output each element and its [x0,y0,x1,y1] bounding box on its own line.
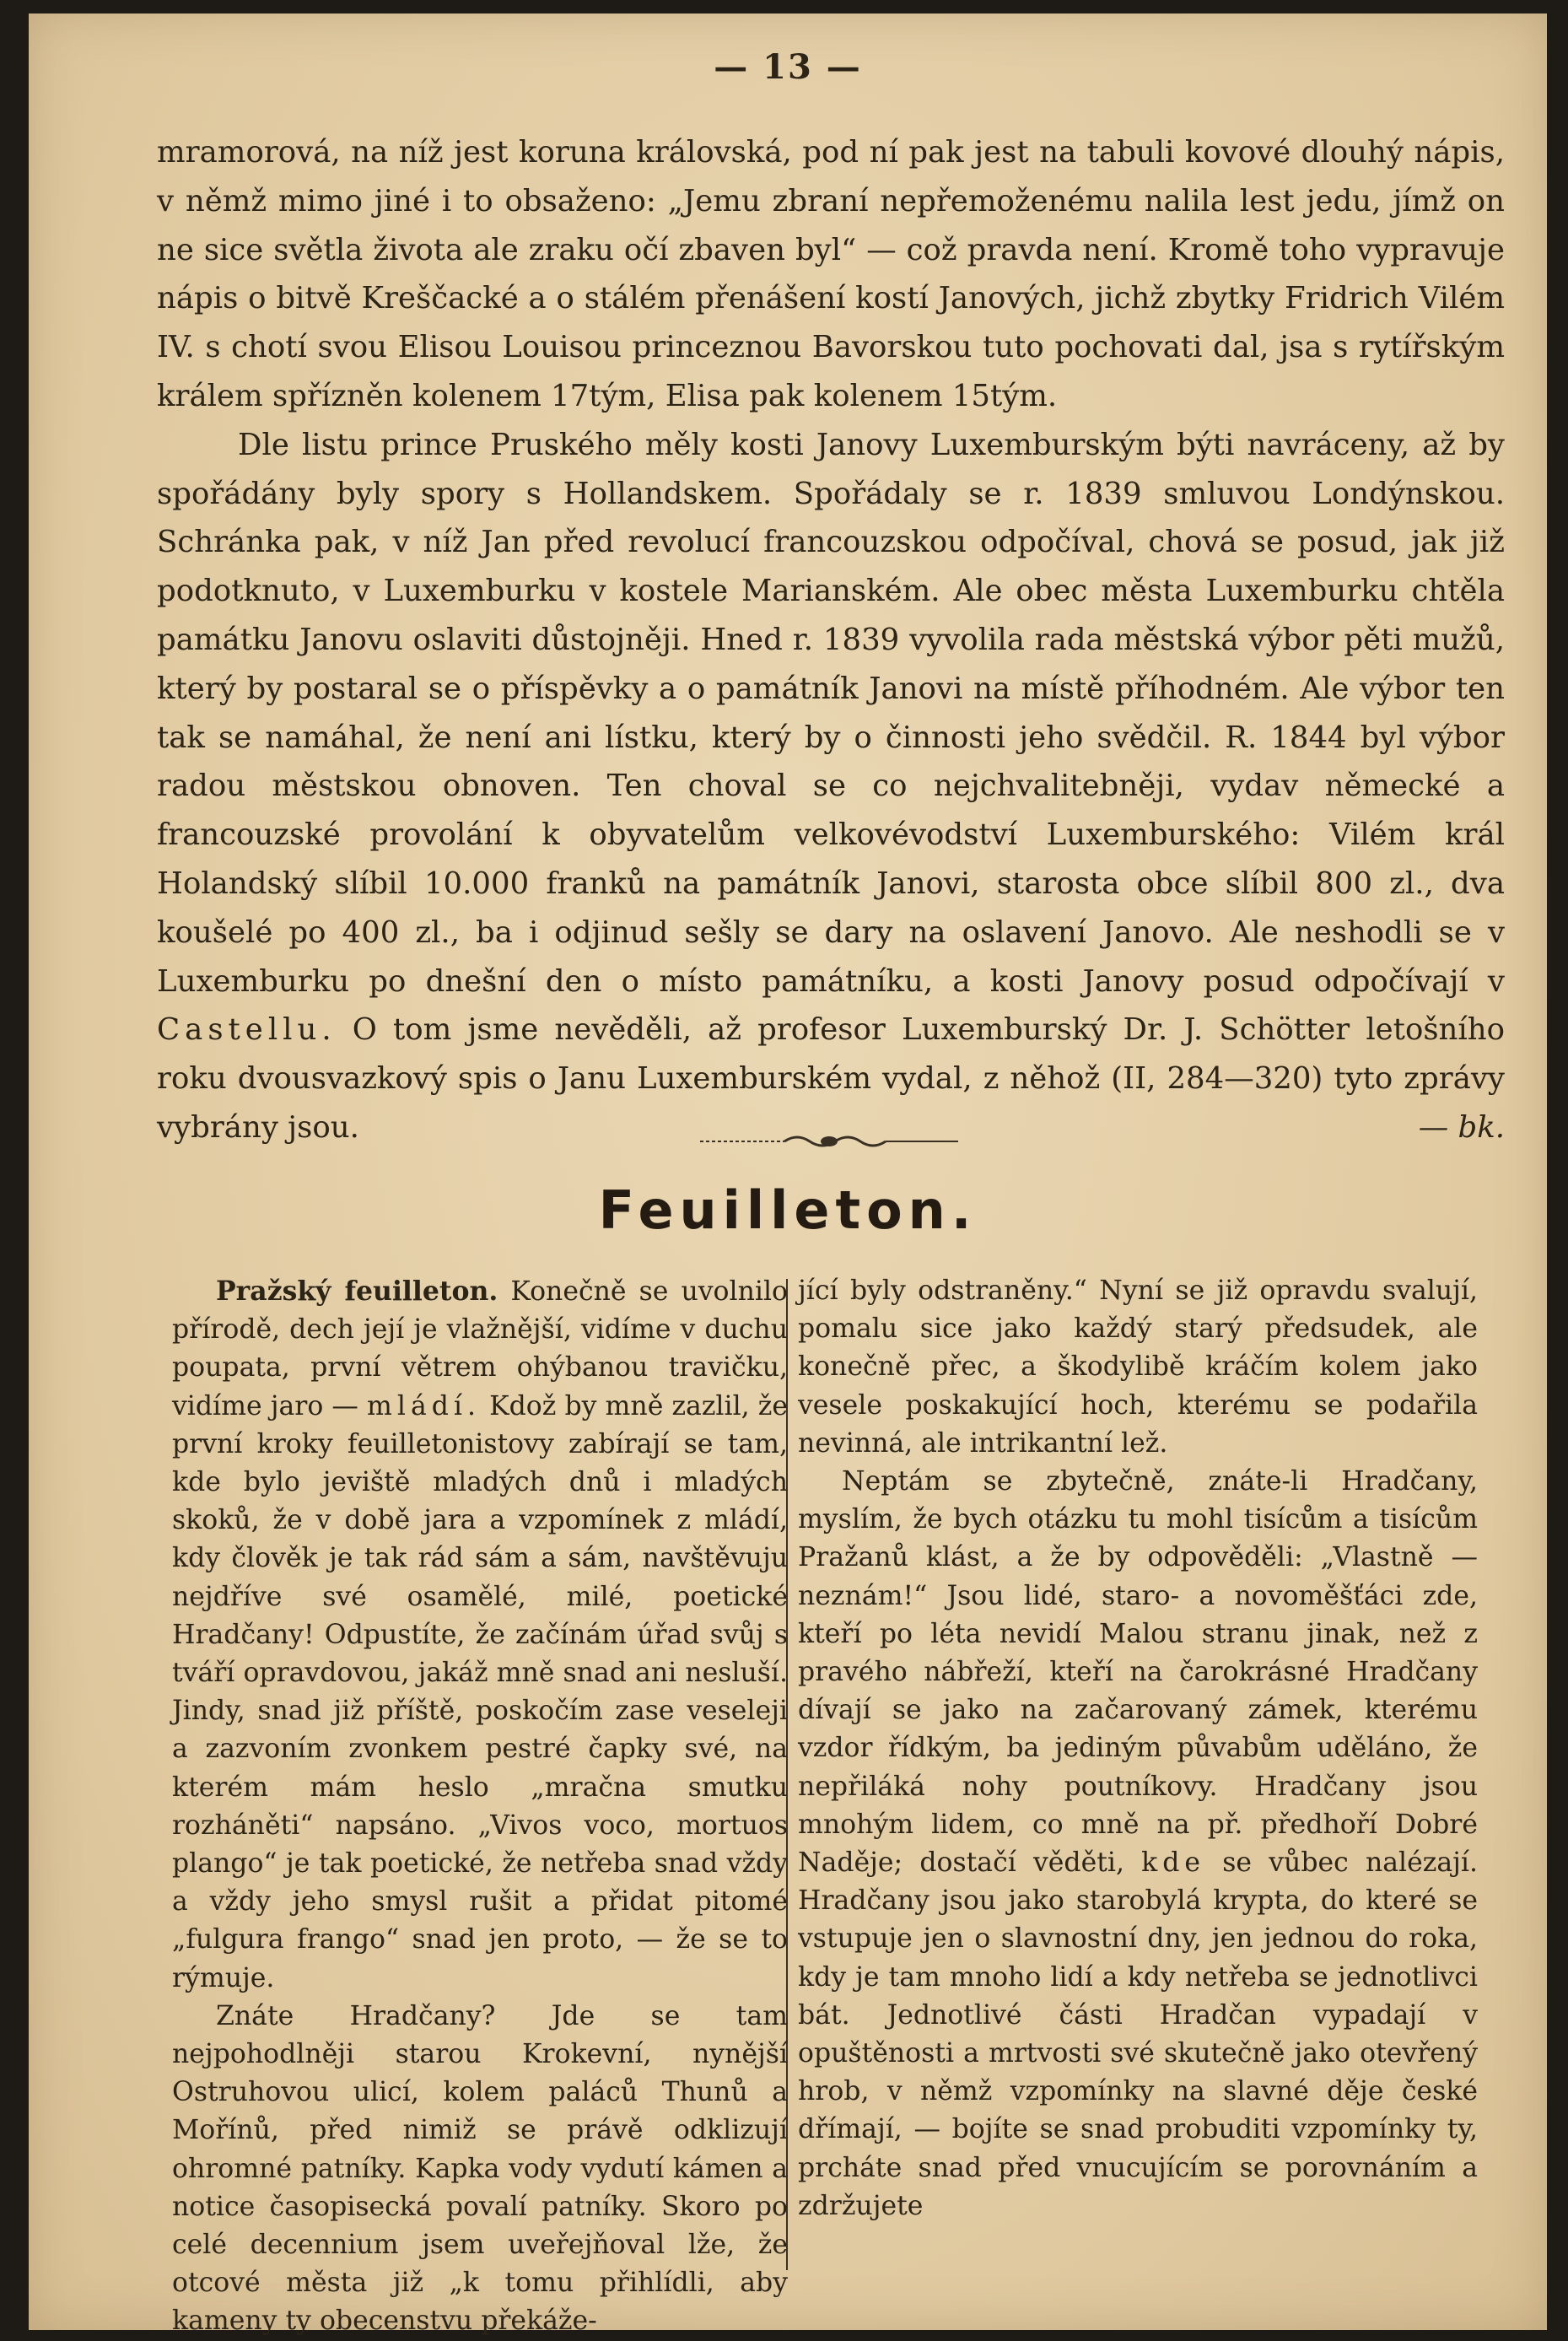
feuilleton-text: Kdož by mně zazlil, že první kroky feuilletonistovy zabírají se tam, kde bylo jeviště mladých dnů i mladých skoků, že v době jara a vzpomínek z mládí, kdy člověk je tak rád sám a sám, navštěvuju nejdříve své osamělé, milé, poetické Hradčany! Odpustíte, že začínám úřad svůj s tváří opravdovou, jakáž mně snad ani nesluší. Jindy, snad již příště, poskočím zase veseleji a zazvoním zvonkem pestré čapky své, na kterém mám heslo „mračna smutku rozháněti“ napsáno. „Vivos voco, mortuos plango“ je tak poetické, že netřeba snad vždy a vždy jeho smysl rušit a přidat pitomé „fulgura frango“ snad jen proto, — že se to rýmuje. [172,1390,788,1993]
article-text: O tom jsme nevěděli, až profesor Luxemburský Dr. J. Schötter letošního roku dvousvazkový spis o Janu Luxemburském vydal, z něhož (II, 284—320) tyto zprávy vybrány jsou. [157,1012,1505,1145]
feuilleton-text: Konečně se uvolnilo přírodě, dech její je vlažnější, vidíme v duchu poupata, první větrem ohýbanou travičku, vidíme jaro — [172,1276,788,1421]
feuilleton-text: Neptám se zbytečně, znáte-li Hradčany, myslím, že bych otázku tu mohl tisícům a tisícům Pražanů klást, a že by odpověděli: „Vlastně — neznám!“ Jsou lidé, staro- a novoměšťáci zde, kteří po léta nevidí Malou stranu jinak, než z pravého nábřeží, kteří na čarokrásné Hradčany dívají se jako na začarovaný zámek, kterému vzdor řídkým, ba jediným půvabům uděláno, že nepřiláká nohy poutníkovy. Hradčany jsou mnohým lidem, co mně na př. předhoří Dobré Naděje; dostačí věděti, [798,1466,1478,1879]
page-number: — 13 — [714,47,862,87]
feuilleton-text: se vůbec nalézají. Hradčany jsou jako starobylá krypta, do které se vstupuje jen o slavnostní dny, jen jednou do roka, kdy je tam mnoho lidí a kdy netřeba se jednotlivci bát. Jednotlivé části Hradčan vypadají v opuštěnosti a mrtvosti své skutečně jako otevřený hrob, v němž vzpomínky na slavné děje české dřímají, — bojíte se snad probuditi vzpomínky ty, prcháte snad před vnucujícím se porovnáním a zdržujete [798,1847,1478,2221]
feuilleton-lead: Pražský feuilleton. [216,1276,498,1307]
feuilleton-text-spaced: mládí. [367,1390,481,1421]
section-title: Feuilleton. [598,1179,978,1241]
article-paragraph [157,421,1505,1152]
author-signature: — bk. [1418,1109,1505,1145]
left-column [172,1272,788,2341]
article-paragraph: mramorová, na níž jest koruna královská, pod ní pak jest na tabuli kovové dlouhý nápis, v němž mimo jiné i to obsaženo: „Jemu zbraní nepřemoženému nalila lest jedu, jímž on ne sice světla života ale zraku očí zbaven byl“ — což pravda není. Kromě toho vypravuje nápis o bitvě Kreščacké a o stálém přenášení kostí Janových, jichž zbytky Fridrich Vilém IV. s chotí svou Elisou Louisou princeznou Bavorskou tuto pochovati dal, jsa s rytířským králem spřízněn kolenem 17tým, Elisa pak kolenem 15tým. [157,135,1505,413]
right-column [798,1272,1478,2225]
article-continuation [157,128,1505,1152]
feuilleton-paragraph [798,1463,1478,2225]
ornament-divider [700,1129,958,1154]
page [29,13,1547,2337]
article-text: Dle listu prince Pruského měly kosti Janovy Luxemburským býti navráceny, až by spořádány byly spory s Hollandskem. Spořádaly se r. 1839 smluvou Londýnskou. Schránka pak, v níž Jan před revolucí francouzskou odpočíval, chová se posud, jak již podotknuto, v Luxemburku v kostele Marianském. Ale obec města Luxemburku chtěla památku Janovu oslaviti důstojněji. Hned r. 1839 vyvolila rada městská výbor pěti mužů, který by postaral se o příspěvky a o památník Janovi na místě příhodném. Ale výbor ten tak se namáhal, že není ani lístku, který by o činnosti jeho svědčil. R. 1844 byl výbor radou městskou obnoven. Ten choval se co nejchvalitebněji, vydav německé a francouzské provolání k obyvatelům velkovévodství Luxemburského: Vilém král Holandský slíbil 10.000 franků na památník Janovi, starosta obce slíbil 800 zl., dva koušelé po 400 zl., ba i odjinud sešly se dary na oslavení Janovo. Ale neshodli se v Luxemburku po dnešní den o místo památníku, a kosti Janovy posud odpočívají v [157,427,1505,999]
feuilleton-paragraph: Znáte Hradčany? Jde se tam nejpohodlněji starou Krokevní, nynější Ostruhovou ulicí, kolem paláců Thunů a Mořínů, před nimiž se právě odklizují ohromné patníky. Kapka vody vydutí kámen a notice časopisecká povalí patníky. Skoro po celé decennium jsem uveřejňoval lže, že otcové města již „k tomu přihlídli, aby kameny ty obecenstvu překáže- [172,2000,788,2337]
feuilleton-text-spaced: kde [1141,1847,1206,1879]
feuilleton-paragraph: jící byly odstraněny.“ Nyní se již opravdu svalují, pomalu sice jako každý starý předsudek, ale konečně přec, a škodylibě kráčím kolem jako vesele poskakující hoch, kterému se podařila nevinná, ale intrikantní lež. [798,1276,1478,1459]
feuilleton-paragraph [172,1272,788,1998]
article-text-spaced: Castellu. [157,1012,337,1048]
